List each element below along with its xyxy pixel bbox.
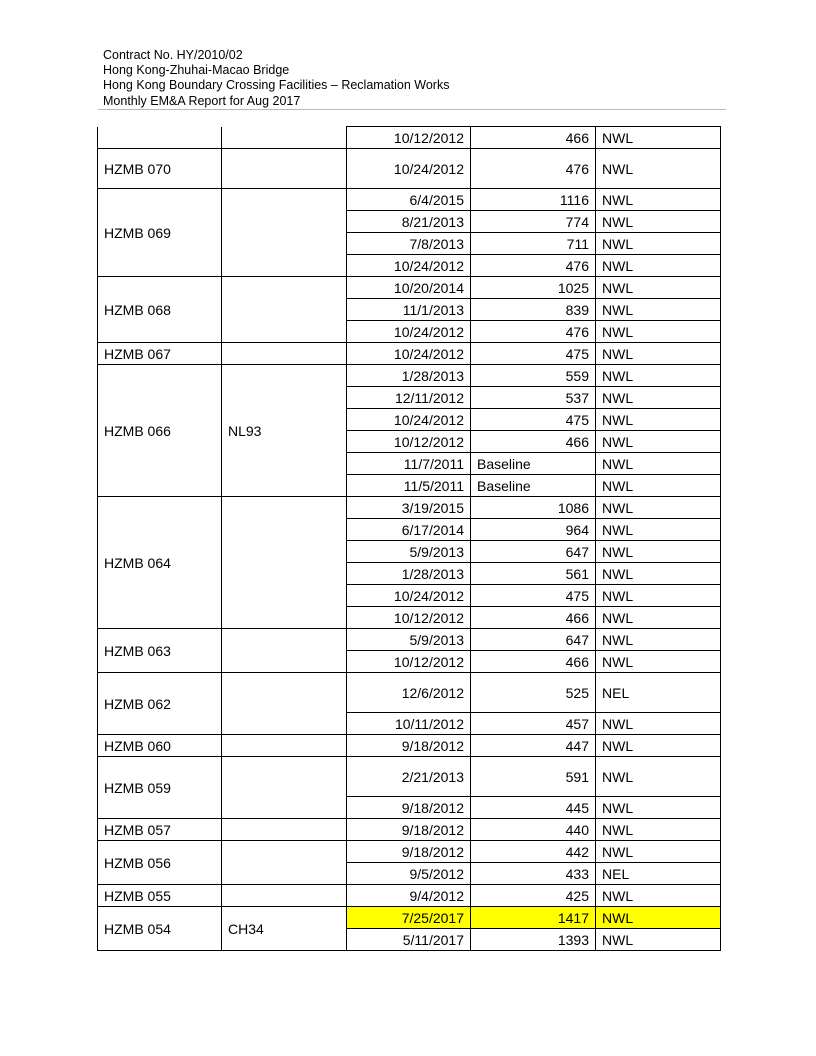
table-row xyxy=(98,189,721,211)
value-cell: Baseline xyxy=(471,475,596,497)
remark-cell: NWL xyxy=(596,907,721,929)
facility-name: Hong Kong Boundary Crossing Facilities – Reclamation Works xyxy=(103,78,450,93)
value-cell: 457 xyxy=(471,713,596,735)
remark-cell: NWL xyxy=(596,431,721,453)
value-cell: 475 xyxy=(471,585,596,607)
value-cell: 591 xyxy=(471,757,596,797)
remark-cell: NWL xyxy=(596,929,721,951)
monitoring-records-table xyxy=(97,126,721,951)
station-id-cell: HZMB 064 xyxy=(98,497,222,629)
value-cell: 475 xyxy=(471,343,596,365)
date-cell: 10/12/2012 xyxy=(347,127,471,149)
date-cell: 10/12/2012 xyxy=(347,607,471,629)
remark-cell: NWL xyxy=(596,885,721,907)
remark-cell: NWL xyxy=(596,475,721,497)
table-row xyxy=(98,343,721,365)
value-cell: 440 xyxy=(471,819,596,841)
date-cell: 12/6/2012 xyxy=(347,673,471,713)
date-cell: 10/12/2012 xyxy=(347,651,471,673)
value-cell: 1393 xyxy=(471,929,596,951)
date-cell: 10/24/2012 xyxy=(347,149,471,189)
remark-cell: NWL xyxy=(596,819,721,841)
remark-cell: NWL xyxy=(596,149,721,189)
reference-cell: NL93 xyxy=(222,365,347,497)
station-id-cell: HZMB 069 xyxy=(98,189,222,277)
value-cell: 475 xyxy=(471,409,596,431)
date-cell: 7/25/2017 xyxy=(347,907,471,929)
remark-cell: NWL xyxy=(596,563,721,585)
value-cell: 447 xyxy=(471,735,596,757)
date-cell: 10/24/2012 xyxy=(347,321,471,343)
table-row xyxy=(98,127,721,149)
value-cell: 561 xyxy=(471,563,596,585)
report-header xyxy=(103,48,449,109)
station-id-cell: HZMB 067 xyxy=(98,343,222,365)
value-cell: 476 xyxy=(471,149,596,189)
date-cell: 10/20/2014 xyxy=(347,277,471,299)
date-cell: 10/11/2012 xyxy=(347,713,471,735)
remark-cell: NWL xyxy=(596,255,721,277)
date-cell: 6/17/2014 xyxy=(347,519,471,541)
table-row xyxy=(98,629,721,651)
remark-cell: NWL xyxy=(596,841,721,863)
remark-cell: NWL xyxy=(596,387,721,409)
reference-cell xyxy=(222,127,347,149)
reference-cell xyxy=(222,735,347,757)
value-cell: 466 xyxy=(471,431,596,453)
date-cell: 9/18/2012 xyxy=(347,819,471,841)
reference-cell xyxy=(222,629,347,673)
remark-cell: NWL xyxy=(596,321,721,343)
date-cell: 10/24/2012 xyxy=(347,255,471,277)
date-cell: 9/18/2012 xyxy=(347,797,471,819)
date-cell: 9/4/2012 xyxy=(347,885,471,907)
station-id-cell xyxy=(98,127,222,149)
value-cell: 1086 xyxy=(471,497,596,519)
date-cell: 10/24/2012 xyxy=(347,343,471,365)
date-cell: 9/18/2012 xyxy=(347,841,471,863)
station-id-cell: HZMB 060 xyxy=(98,735,222,757)
remark-cell: NWL xyxy=(596,409,721,431)
reference-cell xyxy=(222,189,347,277)
table-row xyxy=(98,819,721,841)
table-body xyxy=(98,127,721,951)
date-cell: 9/18/2012 xyxy=(347,735,471,757)
date-cell: 11/5/2011 xyxy=(347,475,471,497)
project-name: Hong Kong-Zhuhai-Macao Bridge xyxy=(103,63,290,78)
date-cell: 1/28/2013 xyxy=(347,365,471,387)
remark-cell: NWL xyxy=(596,607,721,629)
remark-cell: NWL xyxy=(596,629,721,651)
station-id-cell: HZMB 066 xyxy=(98,365,222,497)
value-cell: 964 xyxy=(471,519,596,541)
remark-cell: NWL xyxy=(596,585,721,607)
table-row xyxy=(98,149,721,189)
station-id-cell: HZMB 054 xyxy=(98,907,222,951)
value-cell: 711 xyxy=(471,233,596,255)
remark-cell: NWL xyxy=(596,233,721,255)
table-row xyxy=(98,907,721,929)
remark-cell: NWL xyxy=(596,757,721,797)
station-id-cell: HZMB 056 xyxy=(98,841,222,885)
report-title: Monthly EM&A Report for Aug 2017 xyxy=(103,93,301,108)
date-cell: 10/24/2012 xyxy=(347,409,471,431)
table-row xyxy=(98,885,721,907)
remark-cell: NWL xyxy=(596,365,721,387)
remark-cell: NWL xyxy=(596,497,721,519)
date-cell: 8/21/2013 xyxy=(347,211,471,233)
date-cell: 2/21/2013 xyxy=(347,757,471,797)
value-cell: 1417 xyxy=(471,907,596,929)
remark-cell: NWL xyxy=(596,127,721,149)
value-cell: 466 xyxy=(471,607,596,629)
station-id-cell: HZMB 070 xyxy=(98,149,222,189)
remark-cell: NWL xyxy=(596,735,721,757)
value-cell: 537 xyxy=(471,387,596,409)
value-cell: 442 xyxy=(471,841,596,863)
remark-cell: NWL xyxy=(596,189,721,211)
value-cell: 774 xyxy=(471,211,596,233)
date-cell: 5/9/2013 xyxy=(347,541,471,563)
remark-cell: NWL xyxy=(596,797,721,819)
reference-cell xyxy=(222,757,347,819)
remark-cell: NWL xyxy=(596,519,721,541)
station-id-cell: HZMB 062 xyxy=(98,673,222,735)
remark-cell: NWL xyxy=(596,713,721,735)
remark-cell: NWL xyxy=(596,343,721,365)
station-id-cell: HZMB 055 xyxy=(98,885,222,907)
value-cell: 559 xyxy=(471,365,596,387)
reference-cell xyxy=(222,343,347,365)
reference-cell: CH34 xyxy=(222,907,347,951)
value-cell: 647 xyxy=(471,629,596,651)
reference-cell xyxy=(222,497,347,629)
remark-cell: NWL xyxy=(596,453,721,475)
value-cell: 466 xyxy=(471,127,596,149)
station-id-cell: HZMB 059 xyxy=(98,757,222,819)
date-cell: 6/4/2015 xyxy=(347,189,471,211)
value-cell: Baseline xyxy=(471,453,596,475)
station-id-cell: HZMB 068 xyxy=(98,277,222,343)
date-cell: 11/7/2011 xyxy=(347,453,471,475)
value-cell: 425 xyxy=(471,885,596,907)
header-divider xyxy=(98,109,726,110)
value-cell: 433 xyxy=(471,863,596,885)
date-cell: 5/11/2017 xyxy=(347,929,471,951)
reference-cell xyxy=(222,277,347,343)
date-cell: 5/9/2013 xyxy=(347,629,471,651)
remark-cell: NWL xyxy=(596,651,721,673)
date-cell: 1/28/2013 xyxy=(347,563,471,585)
date-cell: 11/1/2013 xyxy=(347,299,471,321)
table-row xyxy=(98,277,721,299)
remark-cell: NWL xyxy=(596,541,721,563)
date-cell: 9/5/2012 xyxy=(347,863,471,885)
date-cell: 12/11/2012 xyxy=(347,387,471,409)
station-id-cell: HZMB 057 xyxy=(98,819,222,841)
value-cell: 466 xyxy=(471,651,596,673)
reference-cell xyxy=(222,885,347,907)
table-row xyxy=(98,365,721,387)
remark-cell: NEL xyxy=(596,673,721,713)
table-row xyxy=(98,841,721,863)
date-cell: 10/24/2012 xyxy=(347,585,471,607)
remark-cell: NWL xyxy=(596,277,721,299)
value-cell: 476 xyxy=(471,255,596,277)
contract-number: Contract No. HY/2010/02 xyxy=(103,48,243,62)
remark-cell: NWL xyxy=(596,299,721,321)
reference-cell xyxy=(222,841,347,885)
table-row xyxy=(98,735,721,757)
reference-cell xyxy=(222,819,347,841)
date-cell: 7/8/2013 xyxy=(347,233,471,255)
remark-cell: NWL xyxy=(596,211,721,233)
reference-cell xyxy=(222,149,347,189)
date-cell: 10/12/2012 xyxy=(347,431,471,453)
value-cell: 1025 xyxy=(471,277,596,299)
table-row xyxy=(98,757,721,797)
value-cell: 525 xyxy=(471,673,596,713)
date-cell: 3/19/2015 xyxy=(347,497,471,519)
remark-cell: NEL xyxy=(596,863,721,885)
value-cell: 647 xyxy=(471,541,596,563)
value-cell: 1116 xyxy=(471,189,596,211)
table-row xyxy=(98,497,721,519)
value-cell: 445 xyxy=(471,797,596,819)
table-row xyxy=(98,673,721,713)
value-cell: 476 xyxy=(471,321,596,343)
value-cell: 839 xyxy=(471,299,596,321)
station-id-cell: HZMB 063 xyxy=(98,629,222,673)
reference-cell xyxy=(222,673,347,735)
